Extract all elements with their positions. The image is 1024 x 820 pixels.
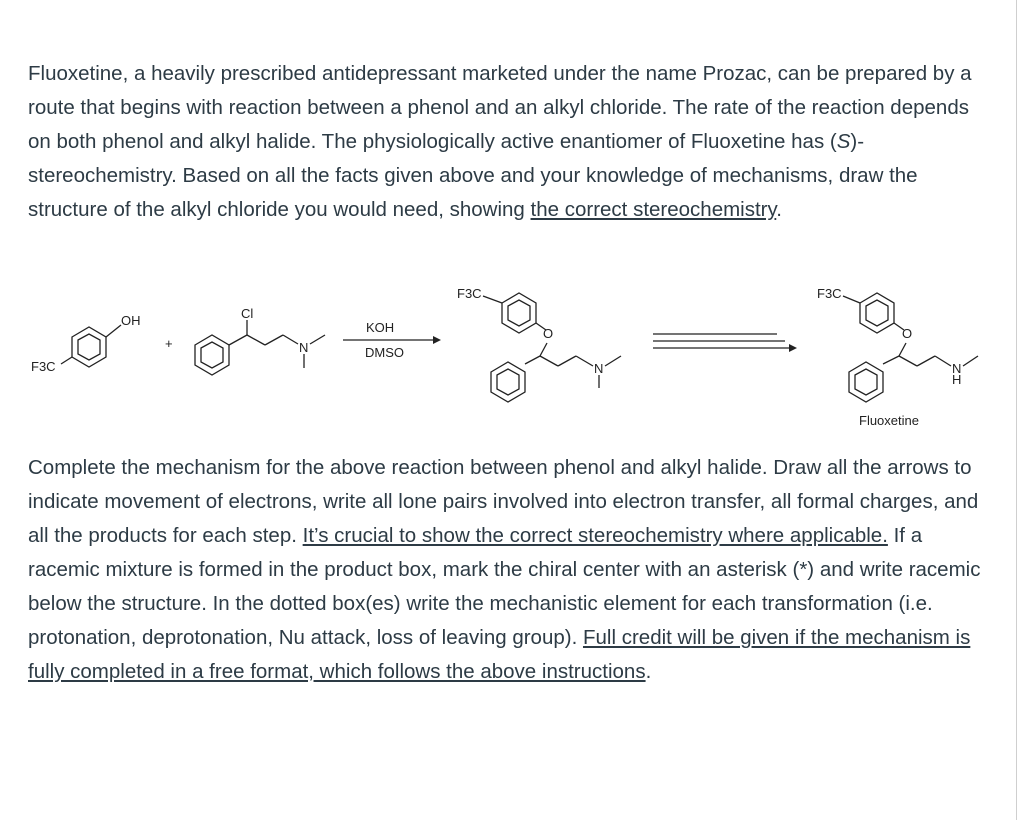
multistep-arrow [653,334,797,352]
product-oxygen-label: O [543,326,554,341]
reagent-solvent: DMSO [365,345,404,360]
instructions-emphasis-2: Full credit will be given if the mechanism is fully completed in a free format, which follows the above instructions [28,626,971,683]
f3c-label: F3C [31,359,56,374]
intermediate-structure [457,286,621,402]
intro-end: . [776,198,782,221]
intro-emphasis: the correct stereochemistry [530,198,777,221]
plus-sign: + [165,336,173,351]
final-nitrogen-label: N [952,361,962,376]
phenol-structure [31,313,141,374]
hydroxyl-label: OH [121,313,141,328]
instructions-paragraph [28,451,988,689]
instructions-text-1: Complete the mechanism for the above reaction between phenol and alkyl halide. Draw all the arrows to indicate movement of electrons, write all lone pairs involved into electron transfer, all formal charges, and all the products for each step. [28,456,979,547]
intro-text-2: )-stereochemistry. Based on all the facts given above and your knowledge of mechanisms, draw the structure of the alkyl chloride you would need, showing [28,130,918,221]
intro-text: Fluoxetine, a heavily prescribed antidepressant marketed under the name Prozac, can be prepared by a route that begins with reaction between a phenol and an alkyl chloride. The rate of the reaction depends on both phenol and alkyl halide. The physiologically active enantiomer of Fluoxetine has ( [28,62,972,153]
fluoxetine-structure [817,286,978,428]
reaction-scheme [25,280,985,430]
fluoxetine-caption: Fluoxetine [859,413,919,428]
instructions-end: . [645,660,652,683]
reaction-arrow [343,320,441,360]
product-f3c-label: F3C [457,286,482,301]
reagent-base: KOH [366,320,395,335]
alkyl-chloride-structure [195,306,325,375]
product-nitrogen-label: N [594,361,604,376]
stereo-descriptor: S [836,130,851,153]
final-f3c-label: F3C [817,286,842,301]
final-hydrogen-label: H [952,372,962,387]
page-border [1016,0,1017,820]
question-paragraph [28,57,988,227]
instructions-emphasis-1: It’s crucial to show the correct stereochemistry where applicable. [302,524,888,547]
chlorine-label: Cl [241,306,254,321]
instructions-text-2: If a racemic mixture is formed in the product box, mark the chiral center with an asterisk (*) and write racemic below the structure. In the dotted box(es) write the mechanistic element for each transformation (i.e. protonation, deprotonation, Nu attack, loss of leaving group). [28,524,981,649]
nitrogen-label: N [299,340,309,355]
final-oxygen-label: O [902,326,913,341]
